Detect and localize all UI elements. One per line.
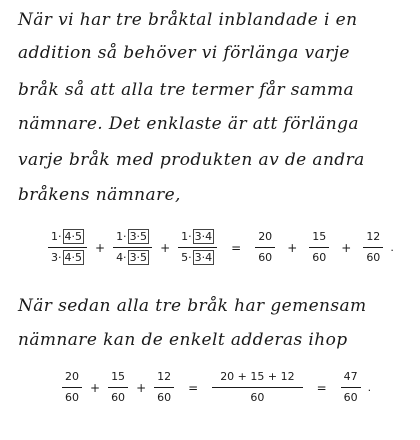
sum-fraction-3: $\frac{12}{60}$ bbox=[154, 370, 174, 405]
result-fraction-3: $\frac{12}{60}$ bbox=[363, 230, 383, 265]
text-line: bråkens nämnare, bbox=[18, 185, 181, 205]
denominator-box: 3·4 bbox=[194, 251, 213, 264]
numerator-box: 3·5 bbox=[129, 230, 148, 243]
result-fraction-2: $\frac{15}{60}$ bbox=[309, 230, 329, 265]
numerator-factor: 1· bbox=[116, 230, 127, 243]
numerator-factor: 1· bbox=[51, 230, 62, 243]
plus-sign: + bbox=[90, 380, 101, 395]
equals-sign: = bbox=[231, 240, 242, 255]
extension-equation bbox=[44, 230, 394, 265]
plus-sign: + bbox=[287, 240, 298, 255]
sum-fraction-1: $\frac{20}{60}$ bbox=[62, 370, 82, 405]
denominator-factor: 4· bbox=[116, 251, 127, 264]
equals-sign: = bbox=[316, 380, 327, 395]
sum-equation bbox=[58, 370, 371, 405]
extended-fraction-3 bbox=[178, 230, 217, 265]
numerator-box: 4·5 bbox=[64, 230, 82, 243]
plus-sign: + bbox=[341, 240, 352, 255]
text-line: nämnare kan de enkelt adderas ihop bbox=[18, 330, 348, 350]
denominator-box: 3·5 bbox=[129, 251, 148, 264]
numerator-box: 3·4 bbox=[194, 230, 213, 243]
plus-sign: + bbox=[136, 380, 147, 395]
combined-fraction: $\frac{20 + 15 + 12}{60}$ bbox=[212, 370, 302, 405]
extended-fraction-1 bbox=[48, 230, 87, 265]
text-line: När vi har tre bråktal inblandade i en bbox=[18, 10, 358, 30]
text-line: nämnare. Det enklaste är att förlänga bbox=[18, 114, 359, 134]
result-fraction-1: $\frac{20}{60}$ bbox=[255, 230, 275, 265]
end-dot: . bbox=[390, 241, 394, 254]
text-line: När sedan alla tre bråk har gemensam bbox=[18, 296, 367, 316]
plus-sign: + bbox=[95, 240, 106, 255]
denominator-box: 4·5 bbox=[64, 251, 82, 264]
sum-fraction-2: $\frac{15}{60}$ bbox=[108, 370, 128, 405]
denominator-factor: 5· bbox=[181, 251, 192, 264]
denominator-factor: 3· bbox=[51, 251, 62, 264]
numerator-factor: 1· bbox=[181, 230, 192, 243]
final-fraction: $\frac{47}{60}$ bbox=[341, 370, 361, 405]
plus-sign: + bbox=[160, 240, 171, 255]
text-line: addition så behöver vi förlänga varje bbox=[18, 43, 350, 63]
extended-fraction-2 bbox=[113, 230, 152, 265]
end-dot: . bbox=[367, 381, 372, 394]
equals-sign: = bbox=[188, 380, 199, 395]
text-line: varje bråk med produkten av de andra bbox=[18, 150, 365, 170]
text-line: bråk så att alla tre termer får samma bbox=[18, 80, 355, 100]
